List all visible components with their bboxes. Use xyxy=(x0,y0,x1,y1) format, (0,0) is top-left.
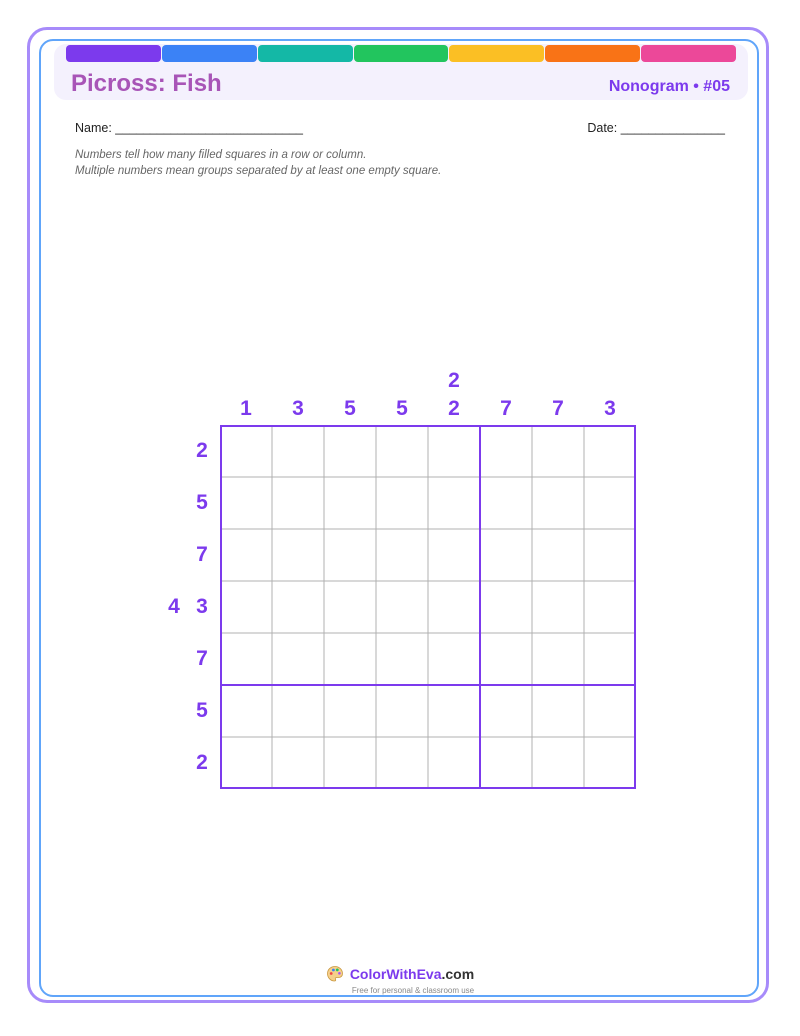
column-clue: 2 xyxy=(448,397,460,420)
row-clue: 5 xyxy=(196,491,208,514)
grid-cell[interactable] xyxy=(324,581,376,633)
grid-lines xyxy=(220,425,636,789)
grid-cell[interactable] xyxy=(272,529,324,581)
brand-name[interactable] xyxy=(350,966,474,982)
rainbow-segment xyxy=(354,45,449,62)
grid-cell[interactable] xyxy=(532,477,584,529)
column-clue: 5 xyxy=(344,397,356,420)
row-clue: 7 xyxy=(196,543,208,566)
column-clue: 7 xyxy=(552,397,564,420)
column-clue: 1 xyxy=(240,397,252,420)
rainbow-segment xyxy=(66,45,161,62)
rainbow-segment xyxy=(162,45,257,62)
grid-cell[interactable] xyxy=(480,477,532,529)
grid-cell[interactable] xyxy=(272,425,324,477)
grid-cell[interactable] xyxy=(584,529,636,581)
grid-cell[interactable] xyxy=(324,685,376,737)
brand-part-witheva: WithEva xyxy=(386,966,442,982)
footer-tagline: Free for personal & classroom use xyxy=(351,986,475,995)
grid-cell[interactable] xyxy=(428,581,480,633)
grid-cell[interactable] xyxy=(584,633,636,685)
column-clue: 7 xyxy=(500,397,512,420)
column-clue: 5 xyxy=(396,397,408,420)
grid-cell[interactable] xyxy=(324,737,376,789)
grid-cell[interactable] xyxy=(272,633,324,685)
instruction-line-2: Multiple numbers mean groups separated by at least one empty square. xyxy=(75,165,442,177)
grid-cell[interactable] xyxy=(480,633,532,685)
rainbow-segment xyxy=(641,45,736,62)
grid-cell[interactable] xyxy=(272,685,324,737)
grid-cell[interactable] xyxy=(220,529,272,581)
grid-cell[interactable] xyxy=(376,633,428,685)
name-field[interactable]: Name: ___________________________ xyxy=(75,121,303,135)
row-clue: 2 xyxy=(196,751,208,774)
grid-cell[interactable] xyxy=(428,425,480,477)
row-clue: 4 xyxy=(168,595,180,618)
grid-cell[interactable] xyxy=(324,633,376,685)
grid-cell[interactable] xyxy=(532,529,584,581)
row-clue: 3 xyxy=(196,595,208,618)
grid-cell[interactable] xyxy=(220,425,272,477)
grid-cell[interactable] xyxy=(220,581,272,633)
grid-cell[interactable] xyxy=(220,477,272,529)
brand-part-domain: .com xyxy=(441,966,475,982)
column-clue: 3 xyxy=(292,397,304,420)
grid-cell[interactable] xyxy=(532,581,584,633)
rainbow-segment xyxy=(545,45,640,62)
brand-part-color: Color xyxy=(349,966,387,982)
grid-cell[interactable] xyxy=(480,529,532,581)
grid-cell[interactable] xyxy=(376,477,428,529)
grid-cell[interactable] xyxy=(220,737,272,789)
grid-cell[interactable] xyxy=(584,477,636,529)
grid-cell[interactable] xyxy=(376,529,428,581)
grid-cell[interactable] xyxy=(480,425,532,477)
column-clue: 2 xyxy=(448,369,460,392)
grid-cell[interactable] xyxy=(584,581,636,633)
instruction-line-1: Numbers tell how many filled squares in a row or column. xyxy=(75,149,367,161)
grid-cell[interactable] xyxy=(532,737,584,789)
grid-cell[interactable] xyxy=(480,581,532,633)
row-clue: 7 xyxy=(196,647,208,670)
grid-cell[interactable] xyxy=(376,685,428,737)
grid-cell[interactable] xyxy=(272,477,324,529)
row-clue: 2 xyxy=(196,439,208,462)
rainbow-segment xyxy=(258,45,353,62)
grid-cell[interactable] xyxy=(428,477,480,529)
rainbow-segment xyxy=(449,45,544,62)
grid-cell[interactable] xyxy=(376,581,428,633)
grid-cell[interactable] xyxy=(584,737,636,789)
row-clue: 5 xyxy=(196,699,208,722)
grid-cell[interactable] xyxy=(324,529,376,581)
grid-cell[interactable] xyxy=(376,425,428,477)
grid-cell[interactable] xyxy=(272,737,324,789)
grid-cell[interactable] xyxy=(480,685,532,737)
grid-cell[interactable] xyxy=(480,737,532,789)
grid-cell[interactable] xyxy=(324,425,376,477)
grid-cell[interactable] xyxy=(428,685,480,737)
date-field[interactable]: Date: _______________ xyxy=(587,121,725,135)
grid-cell[interactable] xyxy=(376,737,428,789)
grid-cell[interactable] xyxy=(532,633,584,685)
grid-cell[interactable] xyxy=(584,685,636,737)
footer xyxy=(0,965,800,995)
rainbow-stripe xyxy=(66,45,736,62)
grid-cell[interactable] xyxy=(220,685,272,737)
grid-cell[interactable] xyxy=(428,737,480,789)
nonogram-grid xyxy=(220,425,636,789)
grid-cell[interactable] xyxy=(584,425,636,477)
palette-icon xyxy=(326,965,344,983)
grid-cell[interactable] xyxy=(428,529,480,581)
grid-cell[interactable] xyxy=(324,477,376,529)
page-title: Picross: Fish xyxy=(71,70,222,97)
puzzle-number: Nonogram • #05 xyxy=(608,78,730,95)
grid-cell[interactable] xyxy=(272,581,324,633)
grid-cell[interactable] xyxy=(532,425,584,477)
grid-cell[interactable] xyxy=(220,633,272,685)
grid-cell[interactable] xyxy=(532,685,584,737)
column-clue: 3 xyxy=(604,397,616,420)
grid-cell[interactable] xyxy=(428,633,480,685)
